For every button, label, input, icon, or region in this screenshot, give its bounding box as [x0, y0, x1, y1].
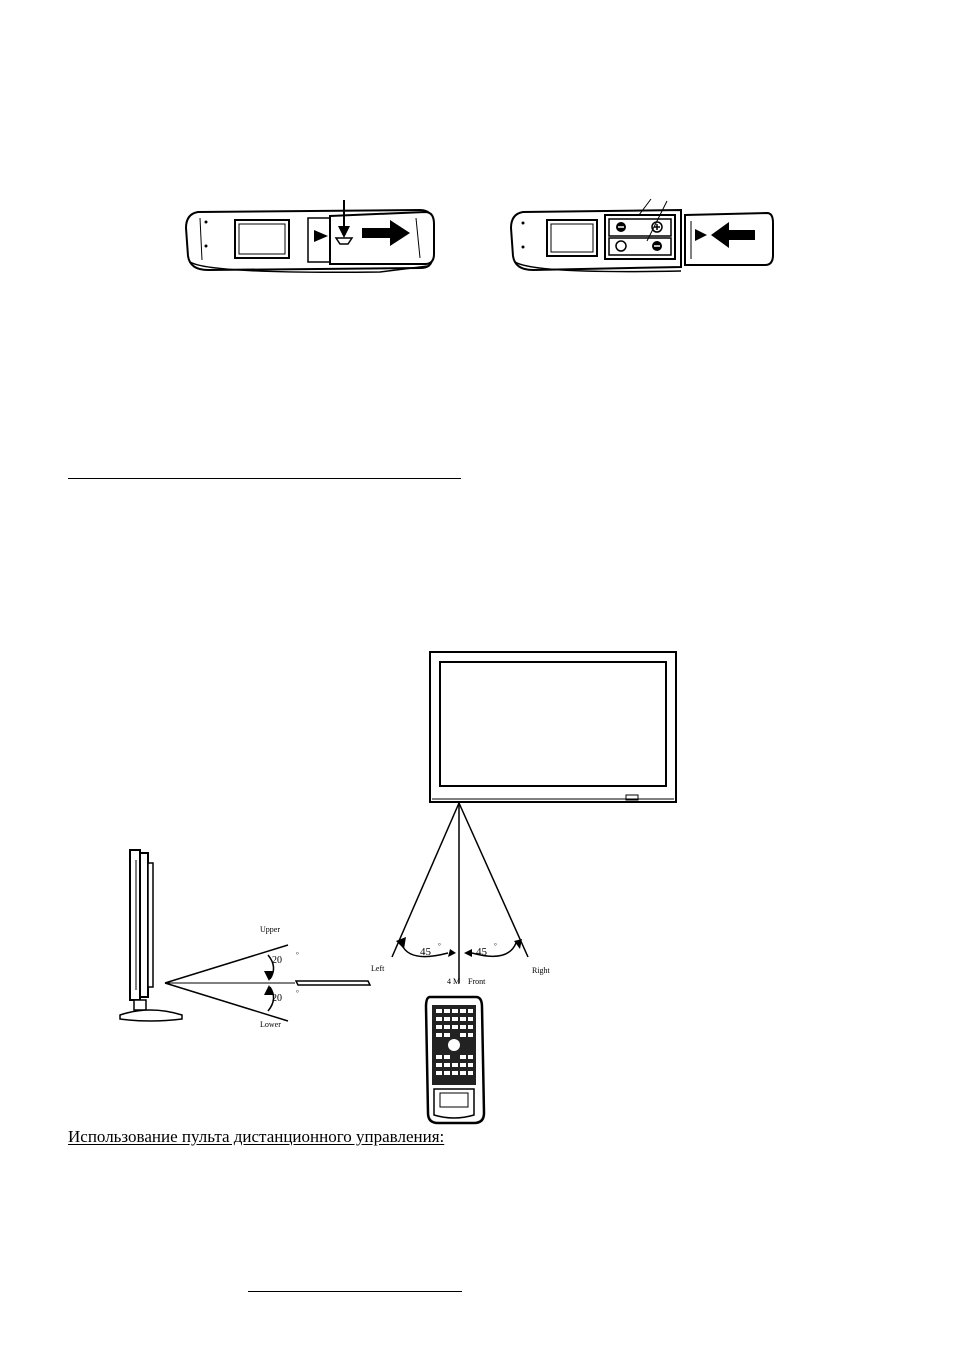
left-label: Left [371, 964, 385, 973]
remote-range-diagram [110, 645, 710, 1130]
left-angle-label: 45 [420, 946, 431, 958]
lower-label: Lower [260, 1020, 281, 1029]
bottom-underline [248, 1291, 462, 1292]
left-angle-degree: ° [438, 942, 441, 950]
lower-angle-degree: ° [296, 989, 299, 997]
upper-angle-label: 20 [272, 955, 282, 966]
battery-insert-illustration [505, 195, 780, 280]
display-front-view [430, 652, 676, 802]
front-label: Front [468, 977, 486, 986]
battery-remove-illustration [180, 200, 450, 280]
lower-angle-label: 20 [272, 993, 282, 1004]
upper-angle-degree: ° [296, 951, 299, 959]
distance-label: 4 M [447, 977, 461, 986]
heading-underline [68, 478, 461, 479]
right-angle-degree: ° [494, 942, 497, 950]
display-side-view [120, 850, 182, 1021]
remote-control-top-view [426, 997, 484, 1123]
right-angle-label: 45 [476, 946, 487, 958]
upper-label: Upper [260, 925, 280, 934]
section-heading: Использование пульта дистанционного управления: [68, 1127, 445, 1146]
right-label: Right [532, 966, 550, 975]
